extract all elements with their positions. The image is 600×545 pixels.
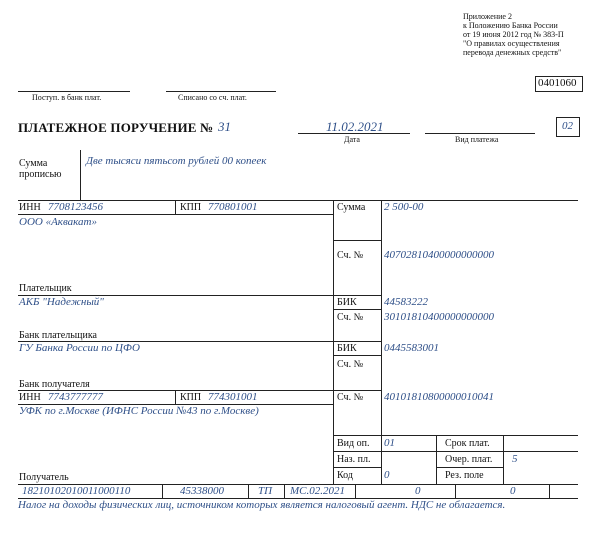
- op-type: 01: [384, 437, 395, 449]
- tax-oktmo: 45338000: [180, 485, 224, 497]
- payee-account: 40101810800000010041: [384, 391, 494, 403]
- payer-sum: 2 500-00: [384, 201, 424, 213]
- appendix-line: от 19 июня 2012 год № 383-П: [463, 30, 564, 39]
- order-date: 11.02.2021: [326, 119, 384, 134]
- tax-div-1: [162, 484, 163, 498]
- amount-words-value: Две тысяси пятьсот рублей 00 копеек: [86, 155, 267, 167]
- date-label: Дата: [344, 135, 360, 144]
- order-number: 31: [218, 119, 231, 134]
- debited-label: Списано со сч. плат.: [178, 93, 247, 102]
- received-line: [18, 91, 130, 92]
- payee-inn: 7743777777: [48, 391, 103, 403]
- tax-div-5: [455, 484, 456, 498]
- order-value: 5: [512, 453, 518, 465]
- payee-bank-bik-label: БИК: [337, 343, 357, 354]
- payer-bank-name: АКБ "Надежный": [19, 296, 104, 308]
- order-label: Очер. плат.: [445, 454, 493, 465]
- payer-inn-label: ИНН: [19, 202, 41, 213]
- payee-inn-label: ИНН: [19, 392, 41, 403]
- payee-bank-bik: 0445583001: [384, 342, 439, 354]
- payer-label: Плательщик: [19, 283, 72, 294]
- payer-kpp: 770801001: [208, 201, 258, 213]
- code-label: Код: [337, 470, 353, 481]
- appendix-line: перевода денежных средств": [463, 48, 562, 57]
- purpose-text: Налог на доходы физических лиц, источником которых является налоговый агент. НДС не облагается.: [18, 499, 506, 511]
- payer-account: 40702810400000000000: [384, 249, 494, 261]
- purpose-label: Наз. пл.: [337, 454, 371, 465]
- tax-div-2: [248, 484, 249, 498]
- ops-divider-1: [436, 435, 437, 484]
- payer-name: ООО «Аквакат»: [19, 216, 97, 228]
- col-left-divider: [333, 200, 334, 484]
- payer-inn: 7708123456: [48, 201, 103, 213]
- appendix-note: [463, 12, 564, 57]
- tax-doc-number: 0: [415, 485, 421, 497]
- payee-label: Получатель: [19, 472, 69, 483]
- status-code: 02: [562, 120, 573, 132]
- term-label: Срок плат.: [445, 438, 490, 449]
- amount-words-label-1: Сумма: [19, 158, 48, 169]
- payee-kpp: 774301001: [208, 391, 258, 403]
- ops-row-line-2b: [436, 467, 503, 468]
- payer-inn-line: [18, 214, 333, 215]
- payer-account-label: Сч. №: [337, 250, 364, 261]
- col-value-divider: [381, 200, 382, 484]
- ops-row-line-1: [333, 451, 578, 452]
- appendix-line: Приложение 2: [463, 12, 512, 21]
- payee-kpp-label: КПП: [180, 392, 202, 403]
- payee-bank-label: Банк получателя: [19, 379, 90, 390]
- payer-bank-account: 30101810400000000000: [384, 311, 494, 323]
- ops-row-line-2: [333, 467, 381, 468]
- tax-div-3: [284, 484, 285, 498]
- received-label: Поступ. в банк плат.: [32, 93, 102, 102]
- op-type-label: Вид оп.: [337, 438, 370, 449]
- amount-words-label-2: прописью: [19, 169, 62, 180]
- tax-doc-date: 0: [510, 485, 516, 497]
- tax-kbk: 18210102010011000110: [22, 485, 131, 497]
- payer-bank-label: Банк плательщика: [19, 330, 97, 341]
- tax-period: МС.02.2021: [290, 485, 345, 497]
- payer-bank-bik-label: БИК: [337, 297, 357, 308]
- kpp-divider-payer: [175, 200, 176, 214]
- date-line: [298, 133, 410, 134]
- appendix-line: "О правилах осуществления: [463, 39, 560, 48]
- payee-name: УФК по г.Москве (ИФНС России №43 по г.Москве): [19, 405, 259, 417]
- payment-type-line: [425, 133, 535, 134]
- payer-bank-bik: 44583222: [384, 296, 428, 308]
- appendix-line: к Положению Банка России: [463, 21, 558, 30]
- amount-words-divider: [80, 150, 81, 200]
- payee-account-label: Сч. №: [337, 392, 364, 403]
- form-code: 0401060: [538, 77, 577, 89]
- payment-type-label: Вид платежа: [455, 135, 499, 144]
- sum-row-line: [333, 240, 381, 241]
- payee-bank-account-label: Сч. №: [337, 359, 364, 370]
- debited-line: [166, 91, 276, 92]
- kpp-divider-payee: [175, 390, 176, 404]
- payer-bank-account-label: Сч. №: [337, 312, 364, 323]
- payer-sum-label: Сумма: [337, 202, 366, 213]
- reserve-label: Рез. поле: [445, 470, 484, 481]
- code-value: 0: [384, 469, 390, 481]
- payer-kpp-label: КПП: [180, 202, 202, 213]
- ops-divider-2: [503, 435, 504, 484]
- tax-div-6: [549, 484, 550, 498]
- payee-bik-row-line: [333, 355, 381, 356]
- bik-row-line: [333, 309, 381, 310]
- amount-words-label: [19, 158, 62, 180]
- page-title: ПЛАТЕЖНОЕ ПОРУЧЕНИЕ №: [18, 120, 214, 135]
- payee-bank-name: ГУ Банка России по ЦФО: [19, 342, 140, 354]
- tax-basis: ТП: [258, 485, 273, 497]
- payee-account-bottom-line: [333, 435, 578, 436]
- tax-div-4: [355, 484, 356, 498]
